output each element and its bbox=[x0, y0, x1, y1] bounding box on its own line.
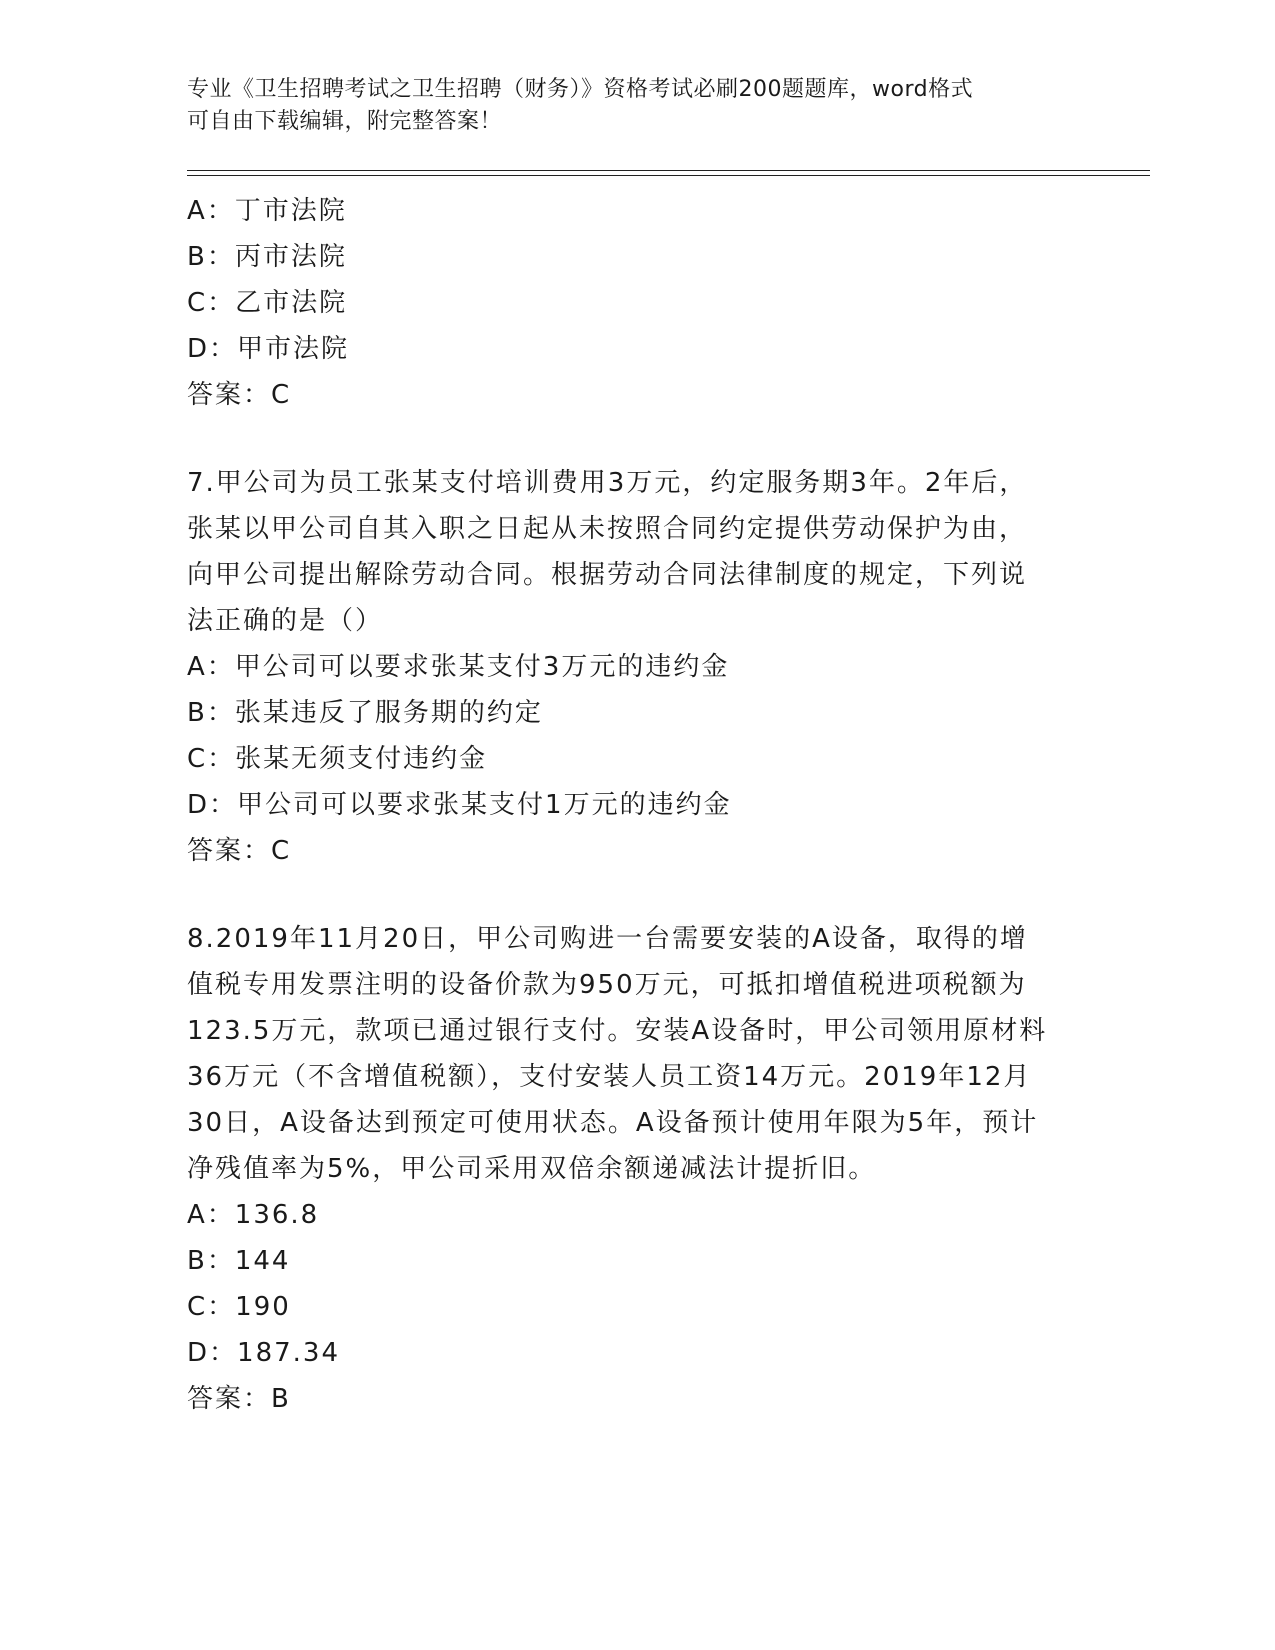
header-title-line-2: 可自由下载编辑，附完整答案！ bbox=[187, 109, 503, 134]
question-stem-line: 30日，A设备达到预定可使用状态。A设备预计使用年限为5年，预计 bbox=[187, 1108, 1039, 1138]
spacer bbox=[187, 874, 1087, 916]
option-b: B：张某违反了服务期的约定 bbox=[187, 698, 543, 728]
answer-line: 答案：C bbox=[187, 380, 292, 410]
header-rule-bottom bbox=[187, 175, 1150, 176]
spacer bbox=[187, 418, 1087, 460]
question-content bbox=[187, 188, 1087, 1422]
option-b: B：丙市法院 bbox=[187, 242, 347, 272]
option-d: D：甲公司可以要求张某支付1万元的违约金 bbox=[187, 790, 732, 820]
question-stem-line: 向甲公司提出解除劳动合同。根据劳动合同法律制度的规定，下列说 bbox=[187, 560, 1028, 590]
question-stem-line: 123.5万元，款项已通过银行支付。安装A设备时，甲公司领用原材料 bbox=[187, 1016, 1048, 1046]
answer-line: 答案：C bbox=[187, 836, 292, 866]
question-stem-line: 36万元（不含增值税额），支付安装人员工资14万元。2019年12月 bbox=[187, 1062, 1032, 1092]
header-rule-top bbox=[187, 170, 1150, 171]
option-a: A：136.8 bbox=[187, 1200, 320, 1230]
header-title-line-1: 专业《卫生招聘考试之卫生招聘（财务）》资格考试必刷200题题库，word格式 bbox=[187, 77, 974, 102]
option-d: D：187.34 bbox=[187, 1338, 340, 1368]
question-6 bbox=[187, 188, 1087, 418]
question-7 bbox=[187, 460, 1087, 874]
question-stem-line: 7.甲公司为员工张某支付培训费用3万元，约定服务期3年。2年后， bbox=[187, 468, 1028, 498]
document-header bbox=[187, 74, 1067, 138]
question-stem-line: 法正确的是（） bbox=[187, 606, 384, 636]
option-c: C：张某无须支付违约金 bbox=[187, 744, 488, 774]
option-a: A：丁市法院 bbox=[187, 196, 347, 226]
question-stem-line: 净残值率为5%，甲公司采用双倍余额递减法计提折旧。 bbox=[187, 1154, 877, 1184]
option-c: C：乙市法院 bbox=[187, 288, 348, 318]
question-8 bbox=[187, 916, 1087, 1422]
option-d: D：甲市法院 bbox=[187, 334, 350, 364]
answer-line: 答案：B bbox=[187, 1384, 291, 1414]
question-stem-line: 8.2019年11月20日，甲公司购进一台需要安装的A设备，取得的增 bbox=[187, 924, 1028, 954]
question-stem-line: 张某以甲公司自其入职之日起从未按照合同约定提供劳动保护为由， bbox=[187, 514, 1028, 544]
option-c: C：190 bbox=[187, 1292, 291, 1322]
option-a: A：甲公司可以要求张某支付3万元的违约金 bbox=[187, 652, 730, 682]
option-b: B：144 bbox=[187, 1246, 291, 1276]
question-stem-line: 值税专用发票注明的设备价款为950万元，可抵扣增值税进项税额为 bbox=[187, 970, 1027, 1000]
